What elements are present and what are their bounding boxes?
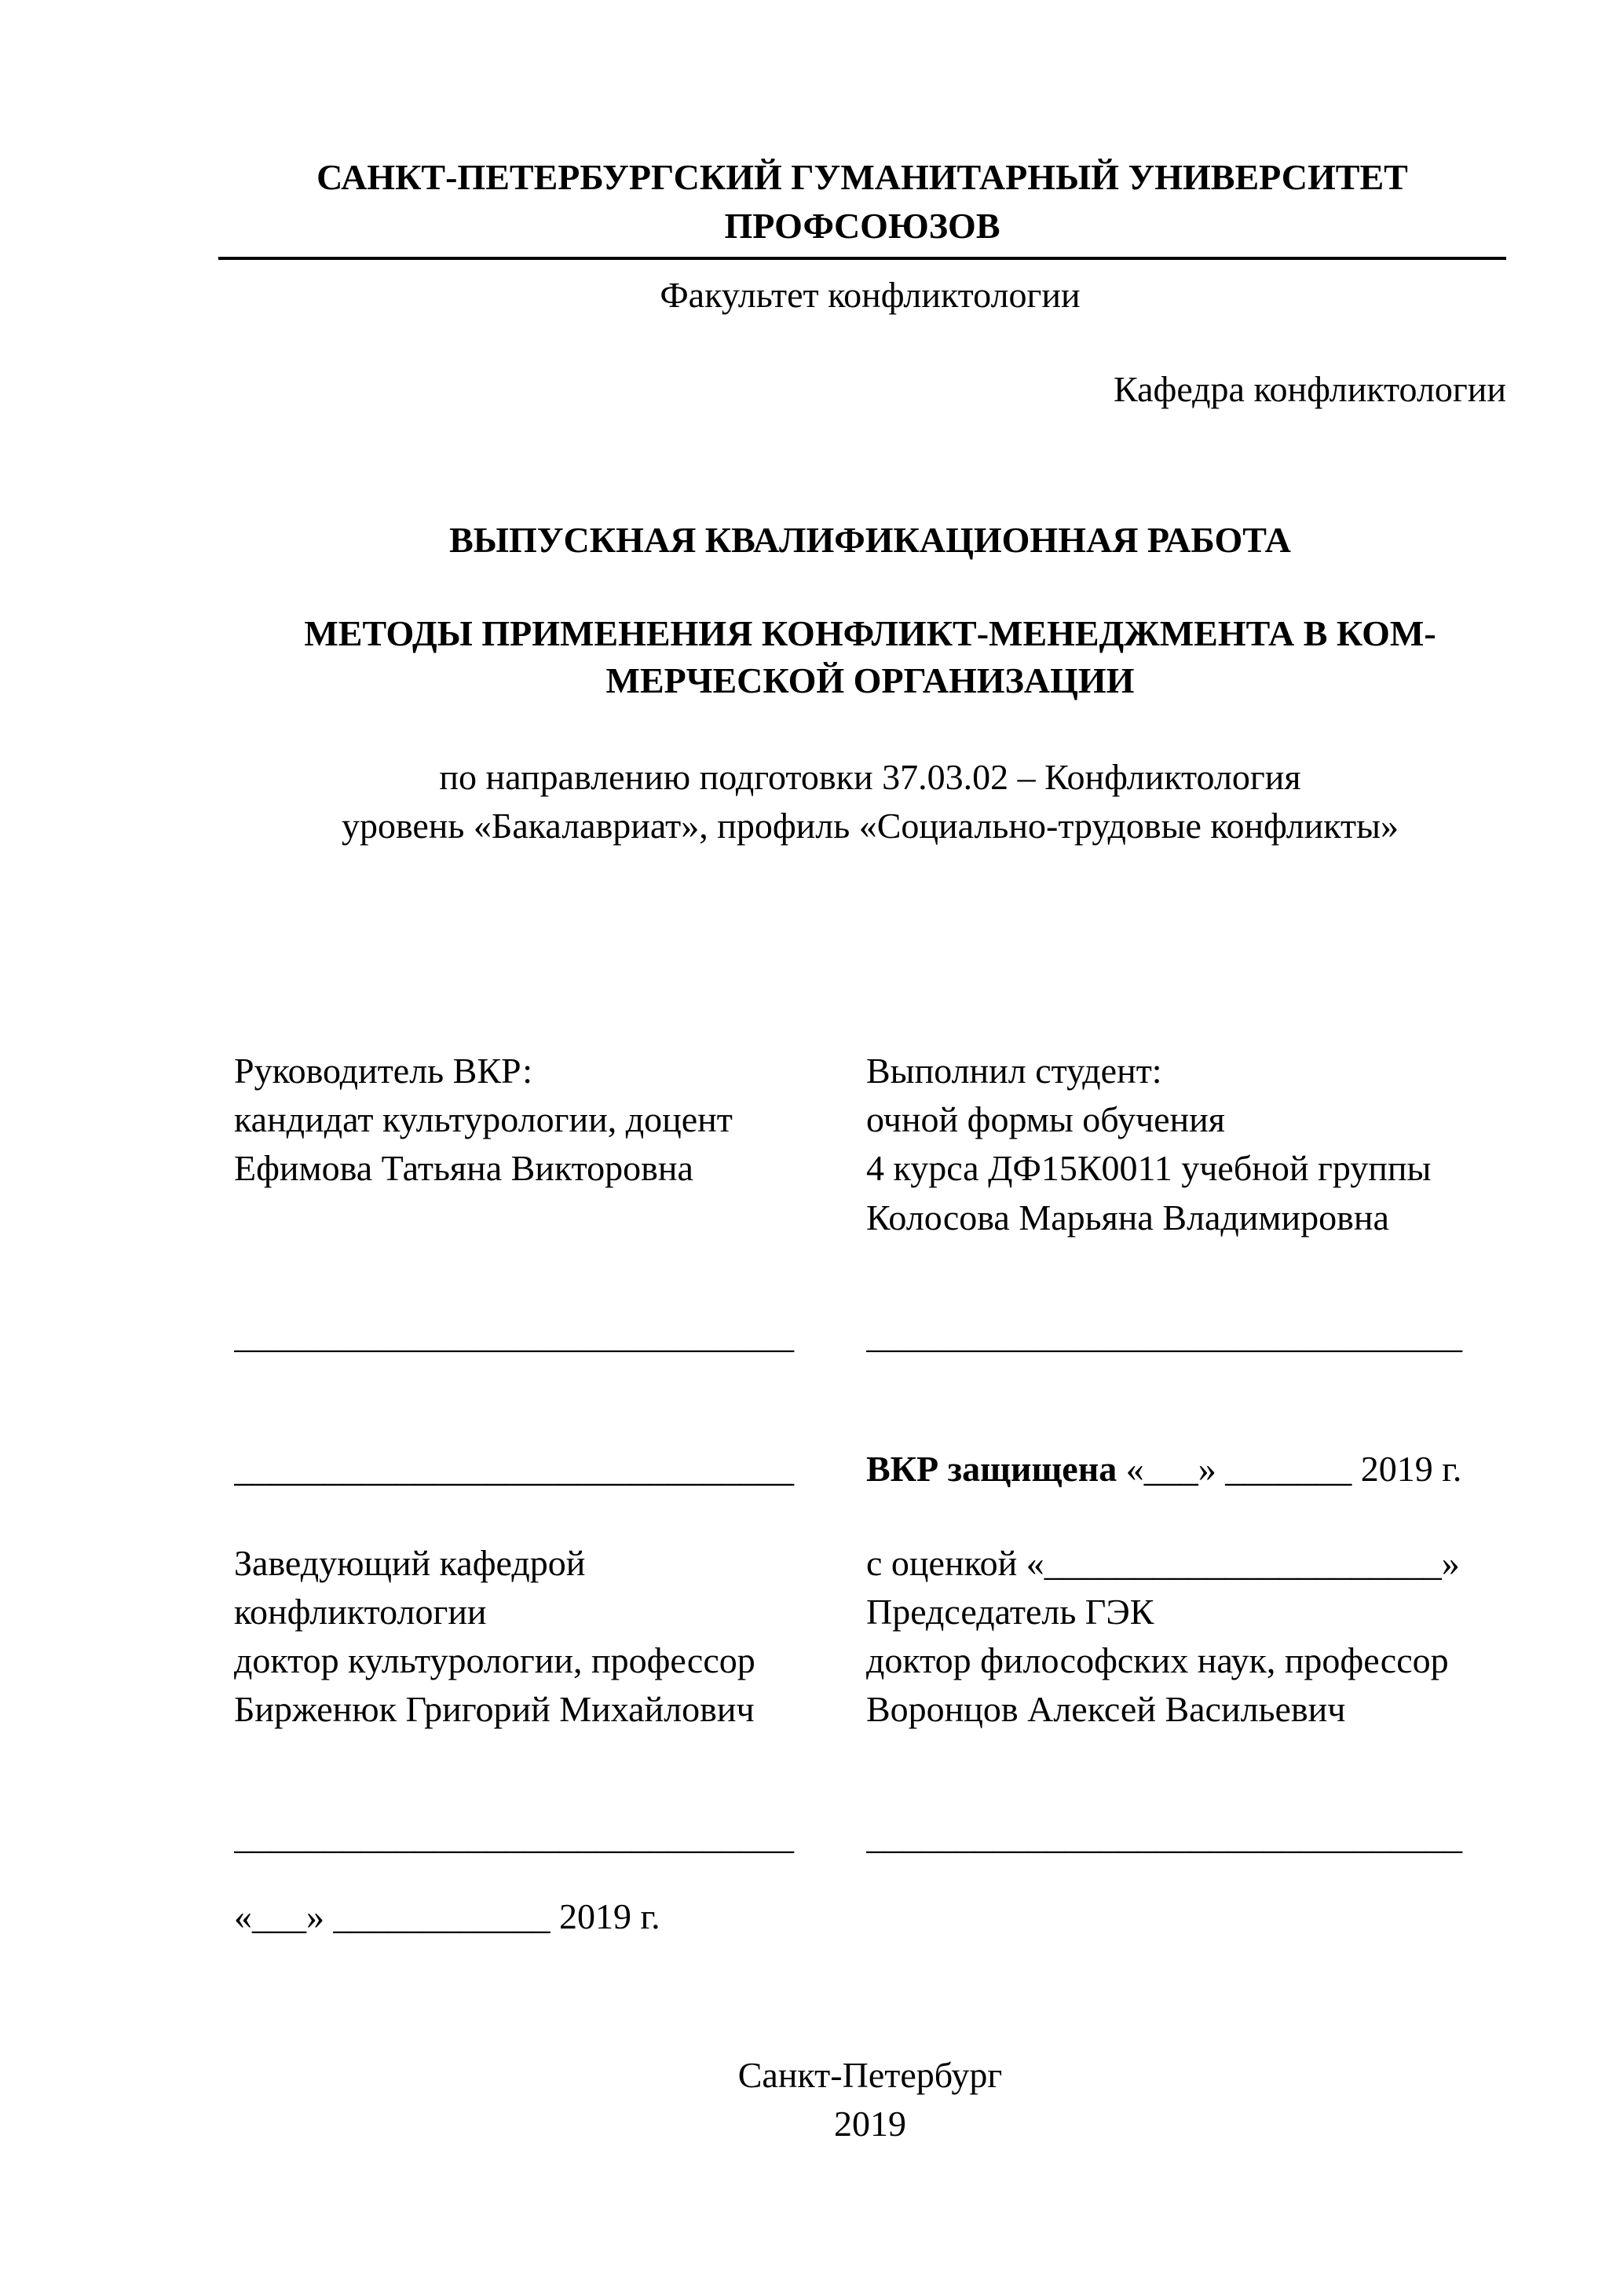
head-degree: доктор культурологии, профессор [234,1640,755,1680]
chairman-label: Председатель ГЭК [866,1591,1154,1632]
chairman-column [866,1539,1506,1734]
defense-row [234,1445,1506,1493]
chairman-name: Воронцов Алексей Васильевич [866,1689,1346,1730]
thesis-title-line-2: МЕРЧЕСКОЙ ОРГАНИЗАЦИИ [605,660,1135,701]
head-name: Бирженюк Григорий Михайлович [234,1689,755,1730]
university-header: САНКТ-ПЕТЕРБУРГСКИЙ ГУМАНИТАРНЫЙ УНИВЕРСИТЕТ ПРОФСОЮЗОВ [218,153,1506,260]
supervisor-name: Ефимова Татьяна Викторовна [234,1148,693,1189]
defense-date-blank: «___» _______ 2019 г. [1117,1448,1462,1489]
student-column [866,1047,1506,1241]
student-label: Выполнил студент: [866,1051,1162,1091]
thesis-title-line-1: МЕТОДЫ ПРИМЕНЕНИЯ КОНФЛИКТ-МЕНЕДЖМЕНТА В КОМ- [304,613,1436,654]
supervisor-signature-line: _______________________________ [234,1314,794,1355]
faculty-line: Факультет конфликтологии [660,275,1081,316]
signature-row-1 [234,1311,1506,1360]
grade-blank-line: с оценкой «______________________» [866,1542,1460,1583]
supervisor-student-block [234,1047,1506,1241]
defense-label: ВКР защищена [866,1448,1117,1489]
thesis-title [234,610,1506,704]
program-info [234,753,1506,850]
work-type-heading: ВЫПУСКНАЯ КВАЛИФИКАЦИОННАЯ РАБОТА [449,520,1291,561]
head-date-line: «___» ____________ 2019 г. [234,1896,660,1937]
student-group: 4 курса ДФ15К0011 учебной группы [866,1148,1432,1189]
program-level-line: уровень «Бакалавриат», профиль «Социально-трудовые конфликты» [341,806,1399,846]
head-title-line-1: Заведующий кафедрой [234,1542,586,1583]
department-line: Кафедра конфликтологии [1114,369,1506,410]
student-study-form: очной формы обучения [866,1099,1225,1140]
head-blank-line: _______________________________ [234,1448,794,1489]
student-name: Колосова Марьяна Владимировна [866,1197,1389,1238]
chairman-degree: доктор философских наук, профессор [866,1640,1449,1680]
supervisor-label: Руководитель ВКР: [234,1051,533,1091]
head-signature-line: _______________________________ [234,1816,794,1857]
head-title-line-2: конфликтологии [234,1591,487,1632]
head-of-department-column [234,1539,866,1734]
chairman-signature-line: _________________________________ [866,1816,1462,1857]
signature-row-2 [234,1812,1506,1861]
footer-city: Санкт-Петербург [737,2055,1003,2096]
supervisor-column [234,1047,866,1241]
program-direction-line: по направлению подготовки 37.03.02 – Конфликтология [439,757,1301,798]
footer [234,2051,1506,2148]
head-chairman-block [234,1539,1506,1734]
footer-year: 2019 [834,2104,906,2144]
defense-date-line [866,1445,1506,1493]
supervisor-degree: кандидат культурологии, доцент [234,1099,733,1140]
student-signature-line: _________________________________ [866,1314,1462,1355]
